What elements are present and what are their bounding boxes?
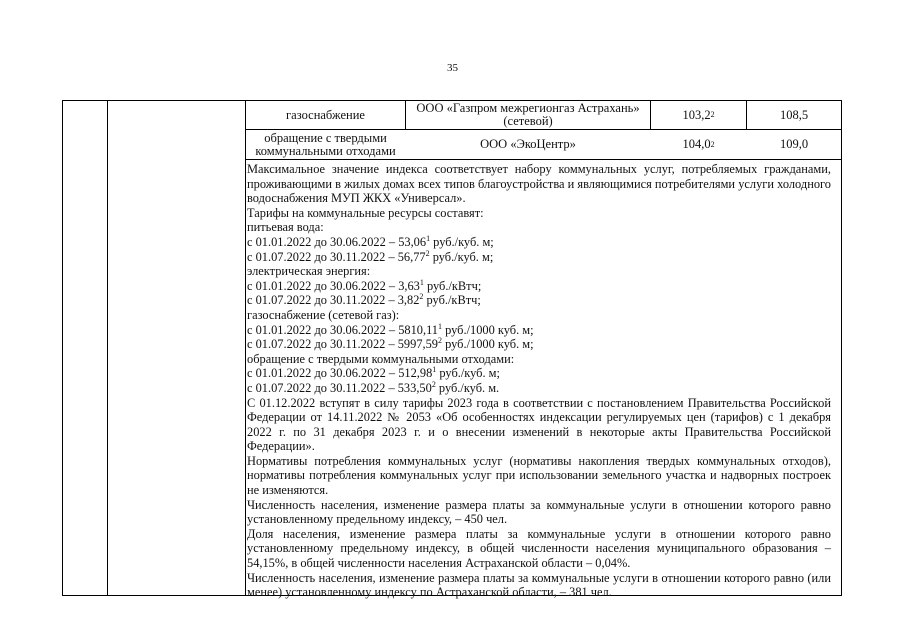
max-index-cell: 108,5 bbox=[779, 107, 809, 122]
row-divider bbox=[245, 159, 841, 160]
tariff-line: с 01.07.2022 до 30.11.2022 – 3,82$^2$ руб./кВтч; bbox=[247, 292, 481, 308]
provider-cell: ООО «ЭкоЦентр» bbox=[480, 137, 576, 151]
paragraph: Максимальное значение индекса соответствует набору коммунальных услуг, потребляемых гражданами, проживающими в жилых домах всех типов благоустройства и являющимися потребителями услуги холодного водоснабжения МУП ЖКХ «Универсал». bbox=[247, 162, 831, 206]
index-cell: 103,2 2 bbox=[682, 107, 715, 122]
paragraph: Тарифы на коммунальные ресурсы составят: bbox=[247, 205, 484, 220]
description-text bbox=[247, 162, 831, 600]
tariff-line: с 01.07.2022 до 30.11.2022 – 5997,59$^2$ руб./1000 куб. м; bbox=[247, 336, 534, 352]
page-number: 35 bbox=[447, 62, 458, 74]
service-name-cell: обращение с твердыми коммунальными отходами bbox=[255, 130, 396, 158]
column-divider bbox=[245, 101, 246, 595]
tariff-line: с 01.07.2022 до 30.11.2022 – 533,50$^2$ руб./куб. м. bbox=[247, 379, 500, 395]
index-value: 104,0 bbox=[682, 137, 711, 151]
tariff-line: с 01.07.2022 до 30.11.2022 – 56,77$^2$ руб./куб. м; bbox=[247, 248, 494, 264]
paragraph: С 01.12.2022 вступят в силу тарифы 2023 года в соответствии с постановлением Правительства Российской Федерации от 14.11.2022 № 2053 «Об особенностях индексации регулируемых цен (тарифов) с 1 декабря 2022 г. по 31 декабря 2023 г. и о внесении изменений в некоторые акты Правительства Российской Федерации». bbox=[247, 395, 831, 454]
service-name-cell: газоснабжение bbox=[286, 107, 365, 122]
table-frame bbox=[62, 100, 842, 600]
subheading: газоснабжение (сетевой газ): bbox=[247, 307, 400, 322]
tariff-line: с 01.01.2022 до 30.06.2022 – 53,06$^1$ руб./куб. м; bbox=[247, 233, 494, 249]
max-index-cell: 109,0 bbox=[779, 137, 809, 151]
index-cell: 104,0 2 bbox=[682, 137, 715, 151]
paragraph: Численность населения, изменение размера платы за коммунальные услуги в отношении которого равно (или менее) установленному индексу по Астраханской области, – 381 чел. bbox=[247, 570, 831, 600]
tariff-line: с 01.01.2022 до 30.06.2022 – 3,63$^1$ руб./кВтч; bbox=[247, 277, 482, 293]
paragraph: Нормативы потребления коммунальных услуг (нормативы накопления твердых коммунальных отходов), нормативы потребления коммунальных услуг при использовании земельного участка и надворных построек не изменяются. bbox=[247, 453, 831, 498]
paragraph: Доля населения, изменение размера платы за коммунальные услуги в отношении которого равно установленному предельному индексу, в общей численности населения муниципального образования – 54,15%, в общей численности населения Астраханской области – 0,04%. bbox=[247, 526, 831, 571]
subheading: электрическая энергия: bbox=[247, 264, 371, 279]
subheading: обращение с твердыми коммунальными отходами: bbox=[247, 351, 515, 366]
column-divider bbox=[107, 101, 108, 595]
index-value: 103,2 bbox=[682, 107, 711, 122]
provider-cell: ООО «Газпром межрегионгаз Астрахань» (сетевой) bbox=[416, 101, 640, 128]
tariff-line: с 01.01.2022 до 30.06.2022 – 512,98$^1$ руб./куб. м; bbox=[247, 365, 500, 381]
subheading: питьевая вода: bbox=[247, 220, 324, 235]
paragraph: Численность населения, изменение размера платы за коммунальные услуги в отношении которого равно установленному предельному индексу, – 450 чел. bbox=[247, 497, 831, 527]
tariff-line: с 01.01.2022 до 30.06.2022 – 5810,11$^1$ руб./1000 куб. м; bbox=[247, 321, 534, 337]
